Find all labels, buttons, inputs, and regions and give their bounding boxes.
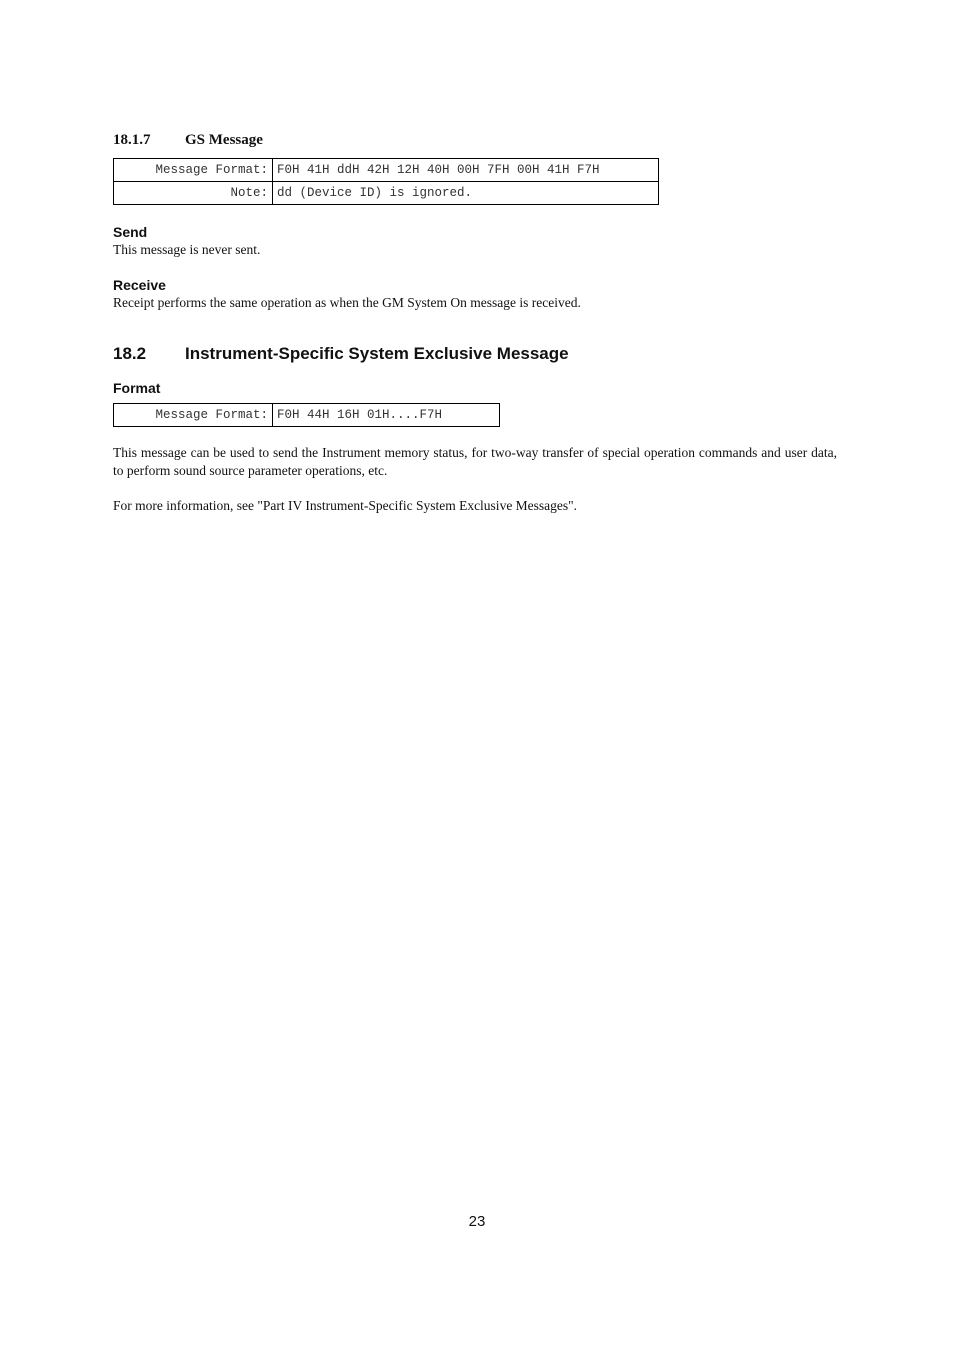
page-number: 23 [468,1213,486,1230]
description-paragraph: This message can be used to send the Instrument memory status, for two-way transfer of special operation commands and user data, to perform sound source parameter operations, etc. [113,445,837,478]
note-value: dd (Device ID) is ignored. [273,182,659,205]
section-number: 18.2 [113,344,147,363]
send-heading: Send [113,224,148,240]
message-format-label: Message Format: [114,159,273,182]
table-row [114,182,659,205]
send-text: This message is never sent. [113,242,261,257]
message-format-value: F0H 41H ddH 42H 12H 40H 00H 7FH 00H 41H F7H [273,159,659,182]
subsection-title: GS Message [185,132,263,148]
receive-heading: Receive [113,277,166,293]
reference-paragraph: For more information, see "Part IV Instrument-Specific System Exclusive Messages". [113,498,578,513]
note-label: Note: [114,182,273,205]
table-row [114,159,659,182]
subsection-heading [113,132,263,149]
section-title: Instrument-Specific System Exclusive Message [185,344,569,363]
receive-text: Receipt performs the same operation as when the GM System On message is received. [113,295,581,310]
message-format-label: Message Format: [114,404,273,427]
format-heading: Format [113,380,161,396]
table-row [114,404,500,427]
gs-message-format-table [113,158,659,205]
message-format-value: F0H 44H 16H 01H....F7H [273,404,500,427]
subsection-number: 18.1.7 [113,132,151,148]
section-heading [113,344,569,364]
instrument-message-format-table [113,403,500,427]
